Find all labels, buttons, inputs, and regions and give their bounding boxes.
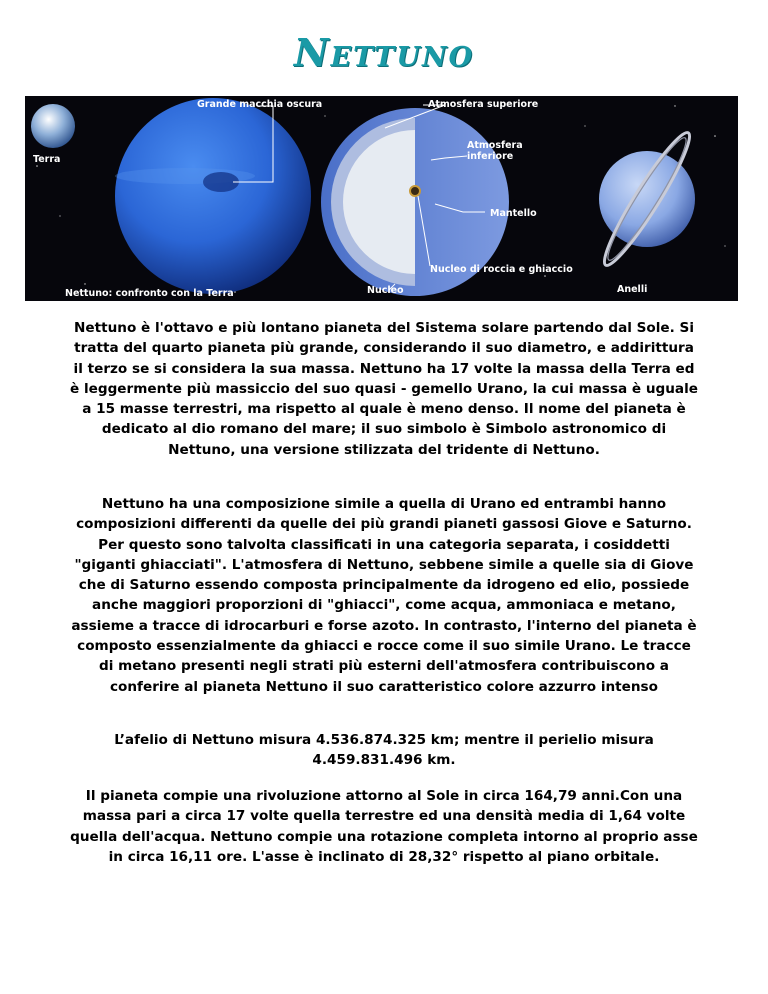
label-rings: Anelli [617,284,648,295]
label-mantle: Mantello [490,208,537,219]
neptune-structure-figure [25,96,738,301]
paragraph-orbit-distances: L’afelio di Nettuno misura 4.536.874.325 km; mentre il perielio misura 4.459.831.496 km. [114,732,654,769]
paragraph-intro: Nettuno è l'ottavo e più lontano pianeta del Sistema solare partendo dal Sole. Si tratta del quarto pianeta più grande, considerando il suo diametro, e addirittura il terzo se si considera la sua massa. Nettuno ha 17 volte la massa della Terra ed è leggermente più massiccio del suo quasi - gemello Urano, la cui massa è uguale a 15 masse terrestri, ma rispetto al quale è meno denso. Il nome del pianeta è dedicato al dio romano del mare; il suo simbolo è Simbolo astronomico di Nettuno, una versione stilizzata del tridente di Nettuno. [70,320,698,458]
label-core: Nucleo [367,285,404,296]
page-title: Nettuno [293,30,475,75]
label-great-dark-spot: Grande macchia oscura [197,99,323,110]
paragraph-composition: Nettuno ha una composizione simile a quella di Urano ed entrambi hanno composizioni differenti da quelle dei più grandi pianeti gassosi Giove e Saturno. Per questo sono talvolta classificati in una categoria separata, i cosiddetti "giganti ghiacciati". L'atmosfera di Nettuno, sebbene simile a quelle sia di Giove che di Saturno essendo composta principalmente da idrogeno ed elio, possiede anche maggiori proporzioni di "ghiacci", come acqua, ammoniaca e metano, assieme a tracce di idrocarburi e forse azoto. In contrasto, l'interno del pianeta è composto essenzialmente da ghiacci e rocce come il suo simile Urano. Le tracce di metano presenti negli strati più esterni dell'atmosfera contribuiscono a conferire al pianeta Nettuno il suo caratteristico colore azzurro intenso [71,496,697,695]
earth-planet [31,104,75,148]
label-upper-atmosphere: Atmosfera superiore [428,99,539,110]
neptune-planet [115,98,311,294]
label-earth: Terra [33,154,61,165]
label-lower-atmosphere: Atmosfera inferiore [467,140,523,162]
core [410,186,420,196]
neptune-diagram [25,96,738,301]
label-rock-ice-core: Nucleo di roccia e ghiaccio [430,264,573,275]
label-comparison: Nettuno: confronto con la Terra [65,288,234,299]
paragraph-rotation: Il pianeta compie una rivoluzione attorno al Sole in circa 164,79 anni.Con una massa pari a circa 17 volte quella terrestre ed una densità media di 1,64 volte quella dell'acqua. Nettuno compie una rotazione completa intorno al proprio asse in circa 16,11 ore. L'asse è inclinato di 28,32° rispetto al piano orbitale. [70,788,698,865]
